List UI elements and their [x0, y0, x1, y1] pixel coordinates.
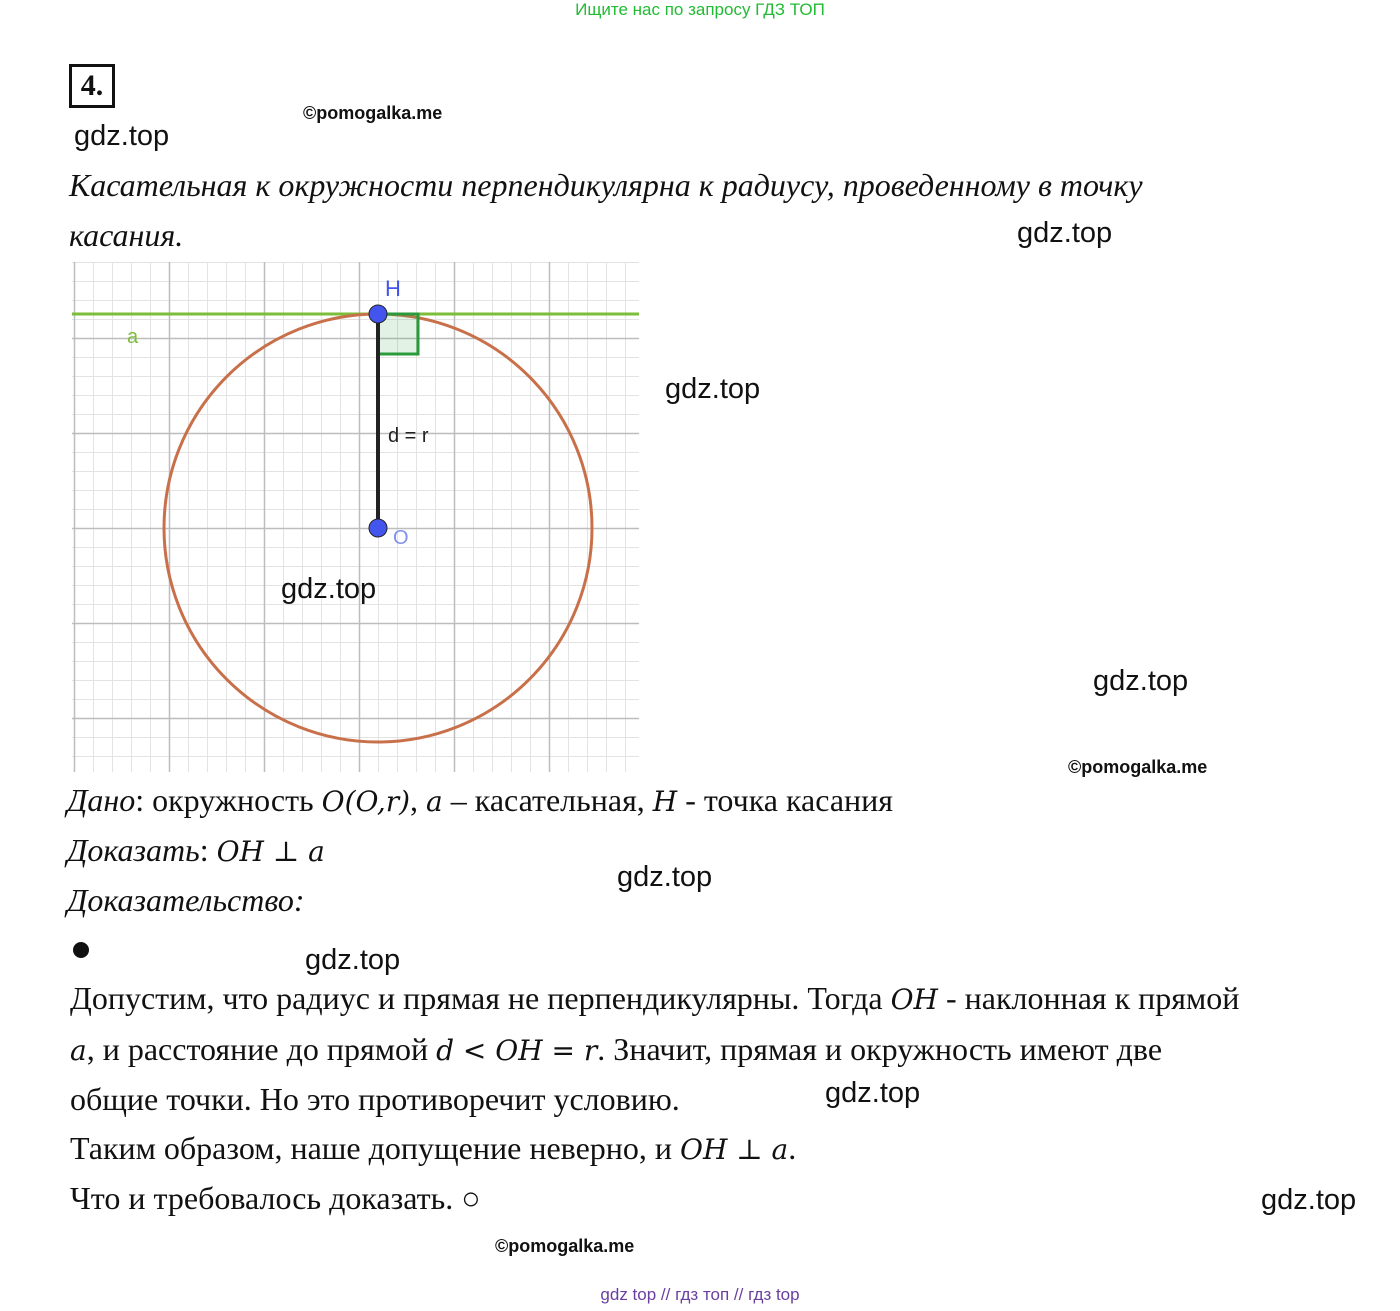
given-label: Дано — [67, 782, 136, 818]
point-h — [369, 305, 387, 323]
task-number: 4. — [69, 64, 115, 108]
watermark-gdz: gdz.top — [665, 373, 761, 405]
given-text: – касательная, — [442, 782, 653, 818]
label-h: H — [385, 276, 401, 301]
given-math: H — [652, 785, 678, 818]
conclusion-text: . — [788, 1130, 797, 1166]
grid — [72, 262, 639, 772]
watermark-gdz: gdz.top — [74, 120, 170, 152]
watermark-pomogalka: ©pomogalka.me — [303, 103, 443, 123]
conclusion-line — [70, 1130, 796, 1167]
statement-line-1: Касательная к окружности перпендикулярна к радиусу, проведенному в точку — [69, 167, 1143, 203]
watermark-gdz: gdz.top — [1261, 1184, 1357, 1216]
geometry-figure — [72, 262, 639, 772]
prove-label: Доказать — [67, 832, 200, 868]
top-banner: Ищите нас по запросу ГДЗ ТОП — [575, 0, 825, 19]
proof-paragraph-line-1 — [70, 980, 1239, 1017]
watermark-gdz: gdz.top — [617, 861, 713, 893]
proof-math: OH — [890, 983, 938, 1016]
watermark-gdz: gdz.top — [281, 573, 377, 605]
label-a: a — [127, 326, 139, 348]
watermark-gdz: gdz.top — [1093, 665, 1189, 697]
proof-text: , и расстояние до прямой — [86, 1031, 437, 1067]
proof-math: d < OH = r — [436, 1034, 598, 1067]
proof-text: Допустим, что радиус и прямая не перпендикулярны. Тогда — [70, 980, 891, 1016]
watermark-pomogalka: ©pomogalka.me — [1068, 757, 1208, 777]
label-o: O — [393, 527, 409, 549]
given-text: , — [410, 782, 427, 818]
footer-links[interactable]: gdz top // гдз топ // гдз top — [600, 1285, 800, 1304]
watermark-pomogalka: ©pomogalka.me — [495, 1236, 635, 1256]
bullet-dot — [73, 942, 89, 958]
given-text: : окружность — [135, 782, 322, 818]
watermark-gdz: gdz.top — [825, 1077, 921, 1109]
prove-text: : — [199, 832, 217, 868]
conclusion-text: Таким образом, наше допущение неверно, и — [70, 1130, 681, 1166]
point-o — [369, 519, 387, 537]
given-math: a — [426, 785, 443, 818]
qed-line: Что и требовалось доказать. ○ — [70, 1180, 481, 1216]
proof-label: Доказательство: — [67, 882, 305, 918]
given-line — [67, 782, 893, 819]
watermark-gdz: gdz.top — [1017, 217, 1113, 249]
prove-math: OH ⊥ a — [216, 835, 325, 868]
prove-line — [67, 832, 325, 869]
proof-text: - наклонная к прямой — [937, 980, 1240, 1016]
proof-paragraph-line-3: общие точки. Но это противоречит условию. — [70, 1081, 680, 1117]
watermark-gdz: gdz.top — [305, 944, 401, 976]
given-text: - точка касания — [677, 782, 893, 818]
proof-text: . Значит, прямая и окружность имеют две — [597, 1031, 1163, 1067]
given-math: O(O,r) — [321, 785, 411, 818]
statement-line-2: касания. — [69, 217, 184, 253]
label-d-equals-r: d = r — [388, 425, 429, 447]
proof-paragraph-line-2 — [70, 1031, 1162, 1068]
proof-math: a — [70, 1034, 87, 1067]
conclusion-math: OH ⊥ a — [680, 1133, 789, 1166]
